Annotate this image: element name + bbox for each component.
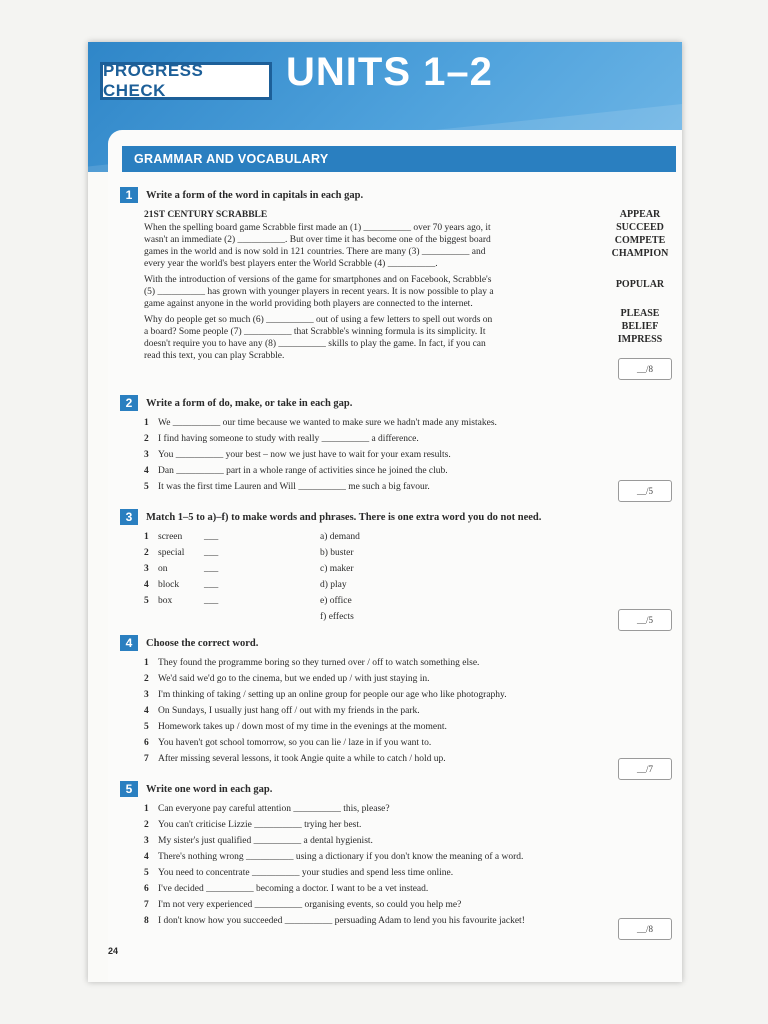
list-item: 3 on ___ [144,564,219,574]
list-item: 8 I don't know how you succeeded __________ persuading Adam to lend you his favourite jacket! [144,916,525,926]
matching-columns [144,529,660,625]
exercise-3 [120,508,660,625]
item-list [144,415,660,495]
page-title: UNITS 1–2 [286,50,493,94]
left-column [144,529,660,609]
gap-fill-text [144,222,574,362]
text-line: game against anyone in the world providing both players are connected to the internet. [144,299,473,309]
list-item: 5 Homework takes up / down most of my time in the evenings at the moment. [144,722,447,732]
word-list [590,208,682,346]
list-item: 1 screen ___ [144,532,219,542]
item-list [144,801,660,929]
exercise-instruction: Write a form of the word in capitals in each gap. [146,189,364,201]
list-item: 2 special ___ [144,548,219,558]
textbook-page [88,42,682,982]
text-line: wasn't an immediate (2) __________. But over time it has become one of the biggest board [144,235,491,245]
list-item: b) buster [320,548,354,558]
capital-word: SUCCEED [616,222,664,233]
exercise-4 [120,634,660,767]
exercise-number: 1 [120,187,138,203]
list-item: 6 You haven't got school tomorrow, so you can lie / laze in if you want to. [144,738,432,748]
exercise-instruction: Write one word in each gap. [146,783,273,795]
list-item: 3 You __________ your best – now we just have to wait for your exam results. [144,450,451,460]
text-line: Why do people get so much (6) __________ out of using a few letters to spell out words on [144,315,493,325]
capital-word: PLEASE [620,308,660,319]
list-item: 4 There's nothing wrong __________ using a dictionary if you don't know the meaning of a word. [144,852,524,862]
score-box[interactable]: __/7 [618,758,672,780]
exercise-number: 4 [120,635,138,651]
list-item: c) maker [320,564,354,574]
score-box[interactable]: __/5 [618,609,672,631]
list-item: 4 On Sundays, I usually just hang off / out with my friends in the park. [144,706,420,716]
exercise-number: 3 [120,509,138,525]
section-heading: GRAMMAR AND VOCABULARY [122,146,676,172]
list-item: 4 block ___ [144,580,219,590]
text-title: 21ST CENTURY SCRABBLE [144,210,268,220]
list-item: 1 We __________ our time because we wanted to make sure we hadn't made any mistakes. [144,418,497,428]
progress-check-badge: PROGRESS CHECK [100,62,272,100]
capital-word: CHAMPION [611,248,669,259]
text-line: every year the world's best players enter the World Scrabble (4) __________. [144,259,438,269]
text-line: a board? Some people (7) __________ that Scrabble's winning formula is its simplicity. It [144,327,486,337]
exercise-1 [120,186,669,362]
text-line: With the introduction of versions of the game for smartphones and on Facebook, Scrabble's [144,275,492,285]
right-column [320,529,360,625]
page-number: 24 [108,946,119,956]
list-item: 2 I find having someone to study with really __________ a difference. [144,434,419,444]
text-line: doesn't require you to have any (8) __________ skills to play the game. In fact, if you can [144,339,486,349]
score-box[interactable]: __/8 [618,358,672,380]
list-item: 1 Can everyone pay careful attention __________ this, please? [144,804,390,814]
list-item: 1 They found the programme boring so they turned over / off to watch something else. [144,658,480,668]
exercise-number: 2 [120,395,138,411]
list-item: 5 It was the first time Lauren and Will __________ me such a big favour. [144,482,430,492]
score-box[interactable]: __/8 [618,918,672,940]
capital-word: BELIEF [621,321,659,332]
list-item: 7 I'm not very experienced __________ organising events, so could you help me? [144,900,462,910]
list-item: e) office [320,596,352,606]
list-item: a) demand [320,532,360,542]
list-item: 3 I'm thinking of taking / setting up an online group for people our age who like photography. [144,690,507,700]
capital-word: APPEAR [619,209,661,220]
capital-word: POPULAR [615,279,665,290]
list-item: 6 I've decided __________ becoming a doctor. I want to be a vet instead. [144,884,429,894]
list-item: 3 My sister's just qualified __________ a dental hygienist. [144,836,373,846]
exercise-instruction: Write a form of do, make, or take in each gap. [146,397,353,409]
exercise-instruction: Match 1–5 to a)–f) to make words and phrases. There is one extra word you do not need. [146,511,542,523]
list-item: 5 You need to concentrate __________ your studies and spend less time online. [144,868,454,878]
list-item: 5 box ___ [144,596,219,606]
text-line: games in the world and is now sold in 121 countries. There are many (3) __________ and [144,247,486,257]
exercise-5 [120,780,660,929]
list-item: 4 Dan __________ part in a whole range of activities since he joined the club. [144,466,448,476]
capital-word: IMPRESS [617,334,663,345]
list-item: 2 You can't criticise Lizzie __________ trying her best. [144,820,362,830]
text-line: When the spelling board game Scrabble first made an (1) __________ over 70 years ago, it [144,223,491,233]
score-box[interactable]: __/5 [618,480,672,502]
item-list [144,655,660,767]
text-line: (5) __________ has grown with younger players in recent years. It is now possible to play a [144,287,494,297]
exercise-2 [120,394,660,495]
text-line: read this text, you can play Scrabble. [144,351,285,361]
exercise-number: 5 [120,781,138,797]
list-item: 2 We'd said we'd go to the cinema, but we ended up / with just staying in. [144,674,430,684]
list-item: 7 After missing several lessons, it took Angie quite a while to catch / hold up. [144,754,446,764]
exercise-instruction: Choose the correct word. [146,637,259,649]
capital-word: COMPETE [614,235,666,246]
list-item: d) play [320,580,347,590]
list-item: f) effects [320,612,354,622]
